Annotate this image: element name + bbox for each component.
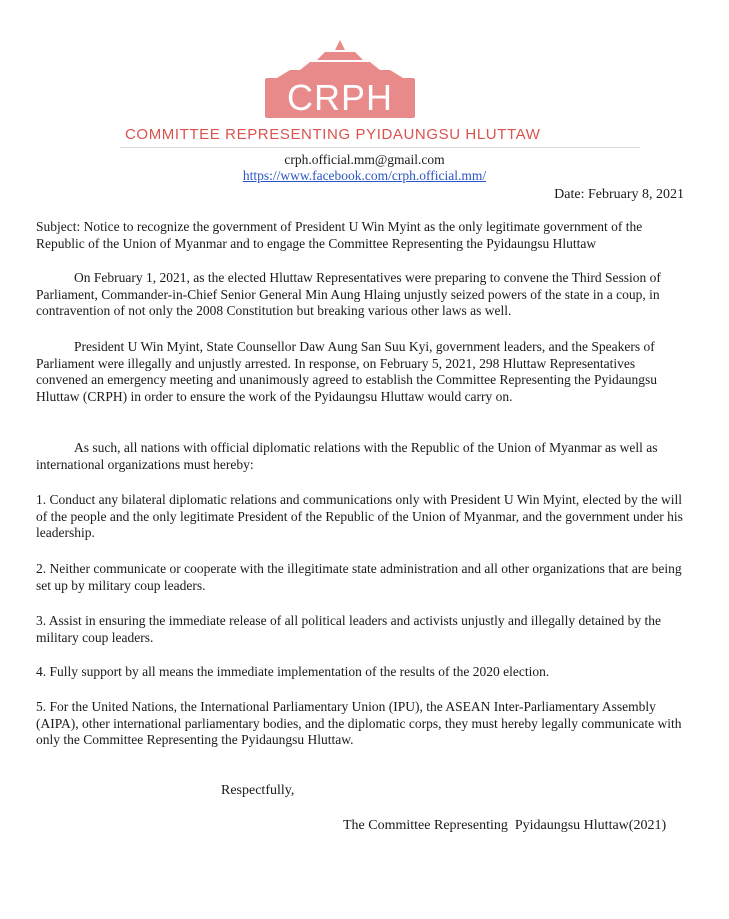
paragraph-text: As such, all nations with official diplomatic relations with the Republic of the Union of Myanmar as well as international organizations must hereby: <box>36 440 658 472</box>
paragraph-1 <box>36 270 686 320</box>
list-item-text: 1. Conduct any bilateral diplomatic relations and communications only with President U Win Myint, elected by the will of the people and the only legitimate President of the Republic of the Union of Myanmar, and the government under his leadership. <box>36 492 683 540</box>
list-item-text: 5. For the United Nations, the International Parliamentary Union (IPU), the ASEAN Inter-Parliamentary Assembly (AIPA), other international parliamentary bodies, and the diplomatic corps, they must hereby legally communicate with only the Committee Representing the Pyidaungsu Hluttaw. <box>36 699 682 747</box>
list-item-text: 2. Neither communicate or cooperate with the illegitimate state administration and all other organizations that are being set up by military coup leaders. <box>36 561 682 593</box>
paragraph-text: On February 1, 2021, as the elected Hluttaw Representatives were preparing to convene the Third Session of Parliament, Commander-in-Chief Senior General Min Aung Hlaing unjustly seized powers of the state in a coup, in contravention of not only the 2008 Constitution but breaking various other laws as well. <box>36 270 661 318</box>
facebook-link[interactable]: https://www.facebook.com/crph.official.mm/ <box>242 168 487 183</box>
letter-date: Date: February 8, 2021 <box>554 187 684 202</box>
list-item <box>36 492 686 542</box>
list-item-text: 3. Assist in ensuring the immediate release of all political leaders and activists unjustly and illegally detained by the military coup leaders. <box>36 613 661 645</box>
crph-logo <box>255 40 425 120</box>
list-item <box>36 561 686 594</box>
closing-salutation: Respectfully, <box>221 783 295 798</box>
subject-line <box>36 219 686 252</box>
subject-text: Subject: Notice to recognize the government of President U Win Myint as the only legitimate government of the Republic of the Union of Myanmar and to engage the Committee Representing the Pyidaungsu Hluttaw <box>36 219 643 251</box>
header-divider <box>120 147 640 148</box>
list-item <box>36 699 686 749</box>
logo-wordmark: CRPH <box>286 77 394 118</box>
contact-email: crph.official.mm@gmail.com <box>284 152 445 167</box>
list-item-text: 4. Fully support by all means the immediate implementation of the results of the 2020 election. <box>36 664 550 679</box>
signature: The Committee Representing Pyidaungsu Hluttaw(2021) <box>343 818 667 833</box>
paragraph-3 <box>36 440 686 473</box>
paragraph-text: President U Win Myint, State Counsellor Daw Aung San Suu Kyi, government leaders, and the Speakers of Parliament were illegally and unjustly arrested. In response, on February 5, 2021, 298 Hluttaw Representatives convened an emergency meeting and unanimously agreed to establish the Committee Representing the Pyidaungsu Hluttaw (CRPH) in order to ensure the work of the Pyidaungsu Hluttaw would carry on. <box>36 339 657 404</box>
list-item <box>36 613 686 646</box>
facebook-row <box>0 168 729 184</box>
list-item <box>36 664 686 681</box>
organization-name: COMMITTEE REPRESENTING PYIDAUNGSU HLUTTAW <box>125 126 541 143</box>
paragraph-2 <box>36 339 686 405</box>
